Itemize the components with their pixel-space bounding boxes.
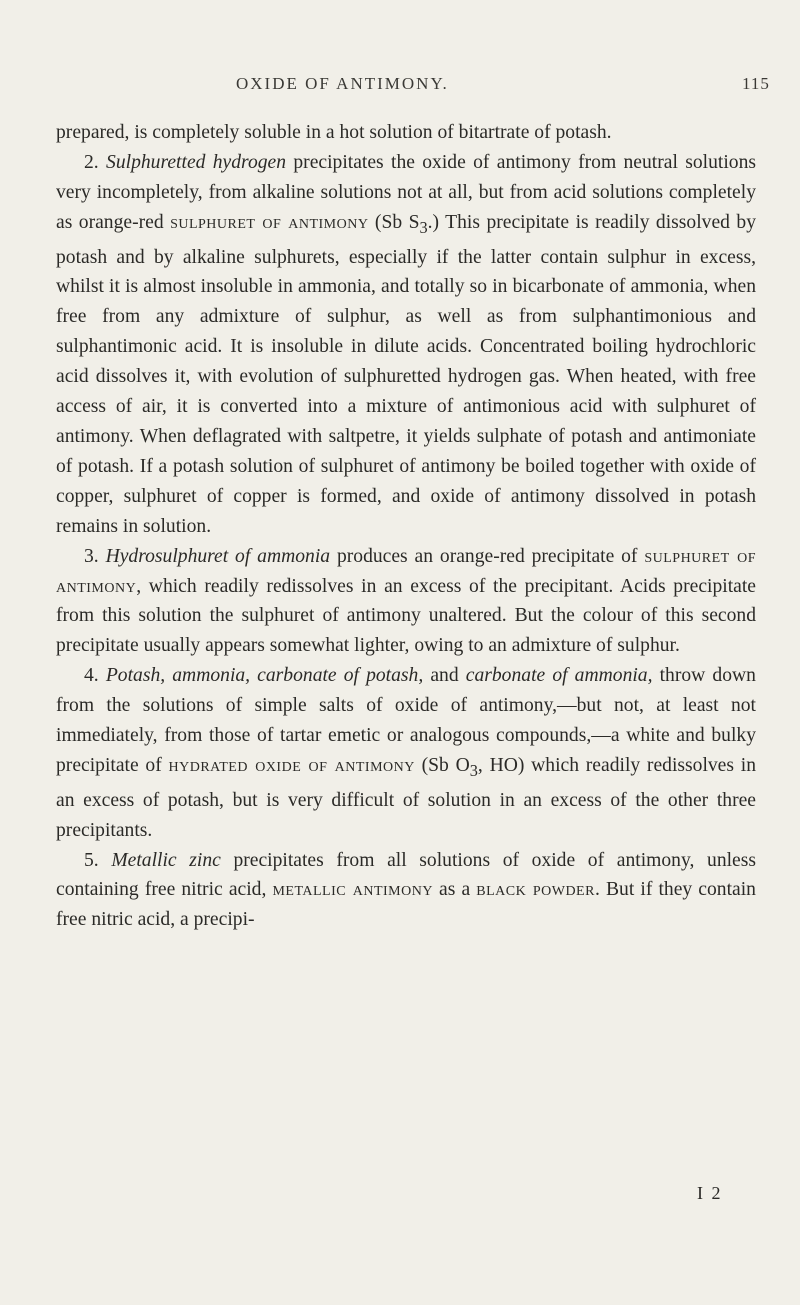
paragraph-text: and [423,665,466,687]
paragraph-text: . But if they contain free nitric acid, a precipi- [56,879,756,931]
paragraph-5 [56,846,756,936]
reagent-name: carbonate of ammonia, [465,665,653,687]
product-name: black powder [476,879,595,901]
reagent-name: Hydrosulphuret of ammonia [105,545,331,567]
paragraph-text: precipitates the oxide of antimony from neutral solutions very incompletely, from alkaline solutions not at all, but from acid solutions completely as orange-red [56,151,756,233]
paragraph-number: 3. [84,545,99,567]
product-name: hydrated oxide of antimony [168,754,415,776]
paragraph-number: 4. [84,665,99,687]
paragraph-text: .) This precipitate is readily dissolved by potash and by alkaline sulphurets, especially if the latter contain sulphur in excess, whilst it is almost insoluble in ammonia, and totally so in bicarbonate of ammonia, when free from any admixture of sulphur, as well as from sulphantimonious and sulphantimonic acid. It is insoluble in dilute acids. Concentrated boiling hydrochloric acid dissolves it, with evolution of sulphuretted hydrogen gas. When heated, with free access of air, it is converted into a mixture of antimonious acid with sulphuret of antimony. When deflagrated with saltpetre, it yields sulphate of potash and antimoniate of potash. If a potash solution of sulphuret of antimony be boiled together with oxide of copper, sulphuret of copper is formed, and oxide of antimony dissolved in potash remains in solution. [56,211,756,537]
paragraph-text: , HO) which readily redissolves in an excess of potash, but is very difficult of solution in an excess of the other three precipitants. [56,754,756,841]
reagent-name: Sulphuretted hydrogen [106,151,287,173]
product-name: sulphuret of antimony [56,545,756,597]
formula-subscript: 3 [469,760,478,780]
running-title: OXIDE OF ANTIMONY. [236,74,449,93]
body-text [56,118,756,935]
signature-mark: I 2 [697,1183,723,1203]
paragraph-text: as a [432,879,477,901]
paragraph-continuation [56,118,756,148]
paragraph-3 [56,542,756,662]
formula-text: (Sb S [368,211,420,233]
formula-subscript: 3 [419,217,428,237]
product-name: sulphuret of antimony [170,211,369,233]
formula-text: (Sb O [414,754,470,776]
reagent-name: Metallic zinc [111,849,221,871]
paragraph-number: 5. [84,849,99,871]
paragraph-4 [56,661,756,845]
paragraph-text: , which readily redissolves in an excess of the precipitant. Acids precipitate from this solution the sulphuret of antimony unaltered. But the colour of this second precipitate usually appears somewhat lighter, owing to an admixture of sulphur. [56,575,756,657]
product-name: metallic antimony [272,879,433,901]
reagent-name: Potash, ammonia, carbonate of potash, [105,665,424,687]
page-number: 115 [742,74,770,93]
paragraph-2 [56,148,756,542]
paragraph-number: 2. [84,151,99,173]
paragraph-text: throw down from the solutions of simple salts of oxide of antimony,—but not, at least not immediately, from those of tartar emetic or analogous compounds,—a white and bulky precipitate of [56,665,756,776]
paragraph-text: precipitates from all solutions of oxide of antimony, unless containing free nitric acid, [56,849,757,901]
paragraph-text: produces an orange-red precipitate of [330,545,645,567]
paragraph-text: prepared, is completely soluble in a hot solution of bitartrate of potash. [56,122,612,143]
